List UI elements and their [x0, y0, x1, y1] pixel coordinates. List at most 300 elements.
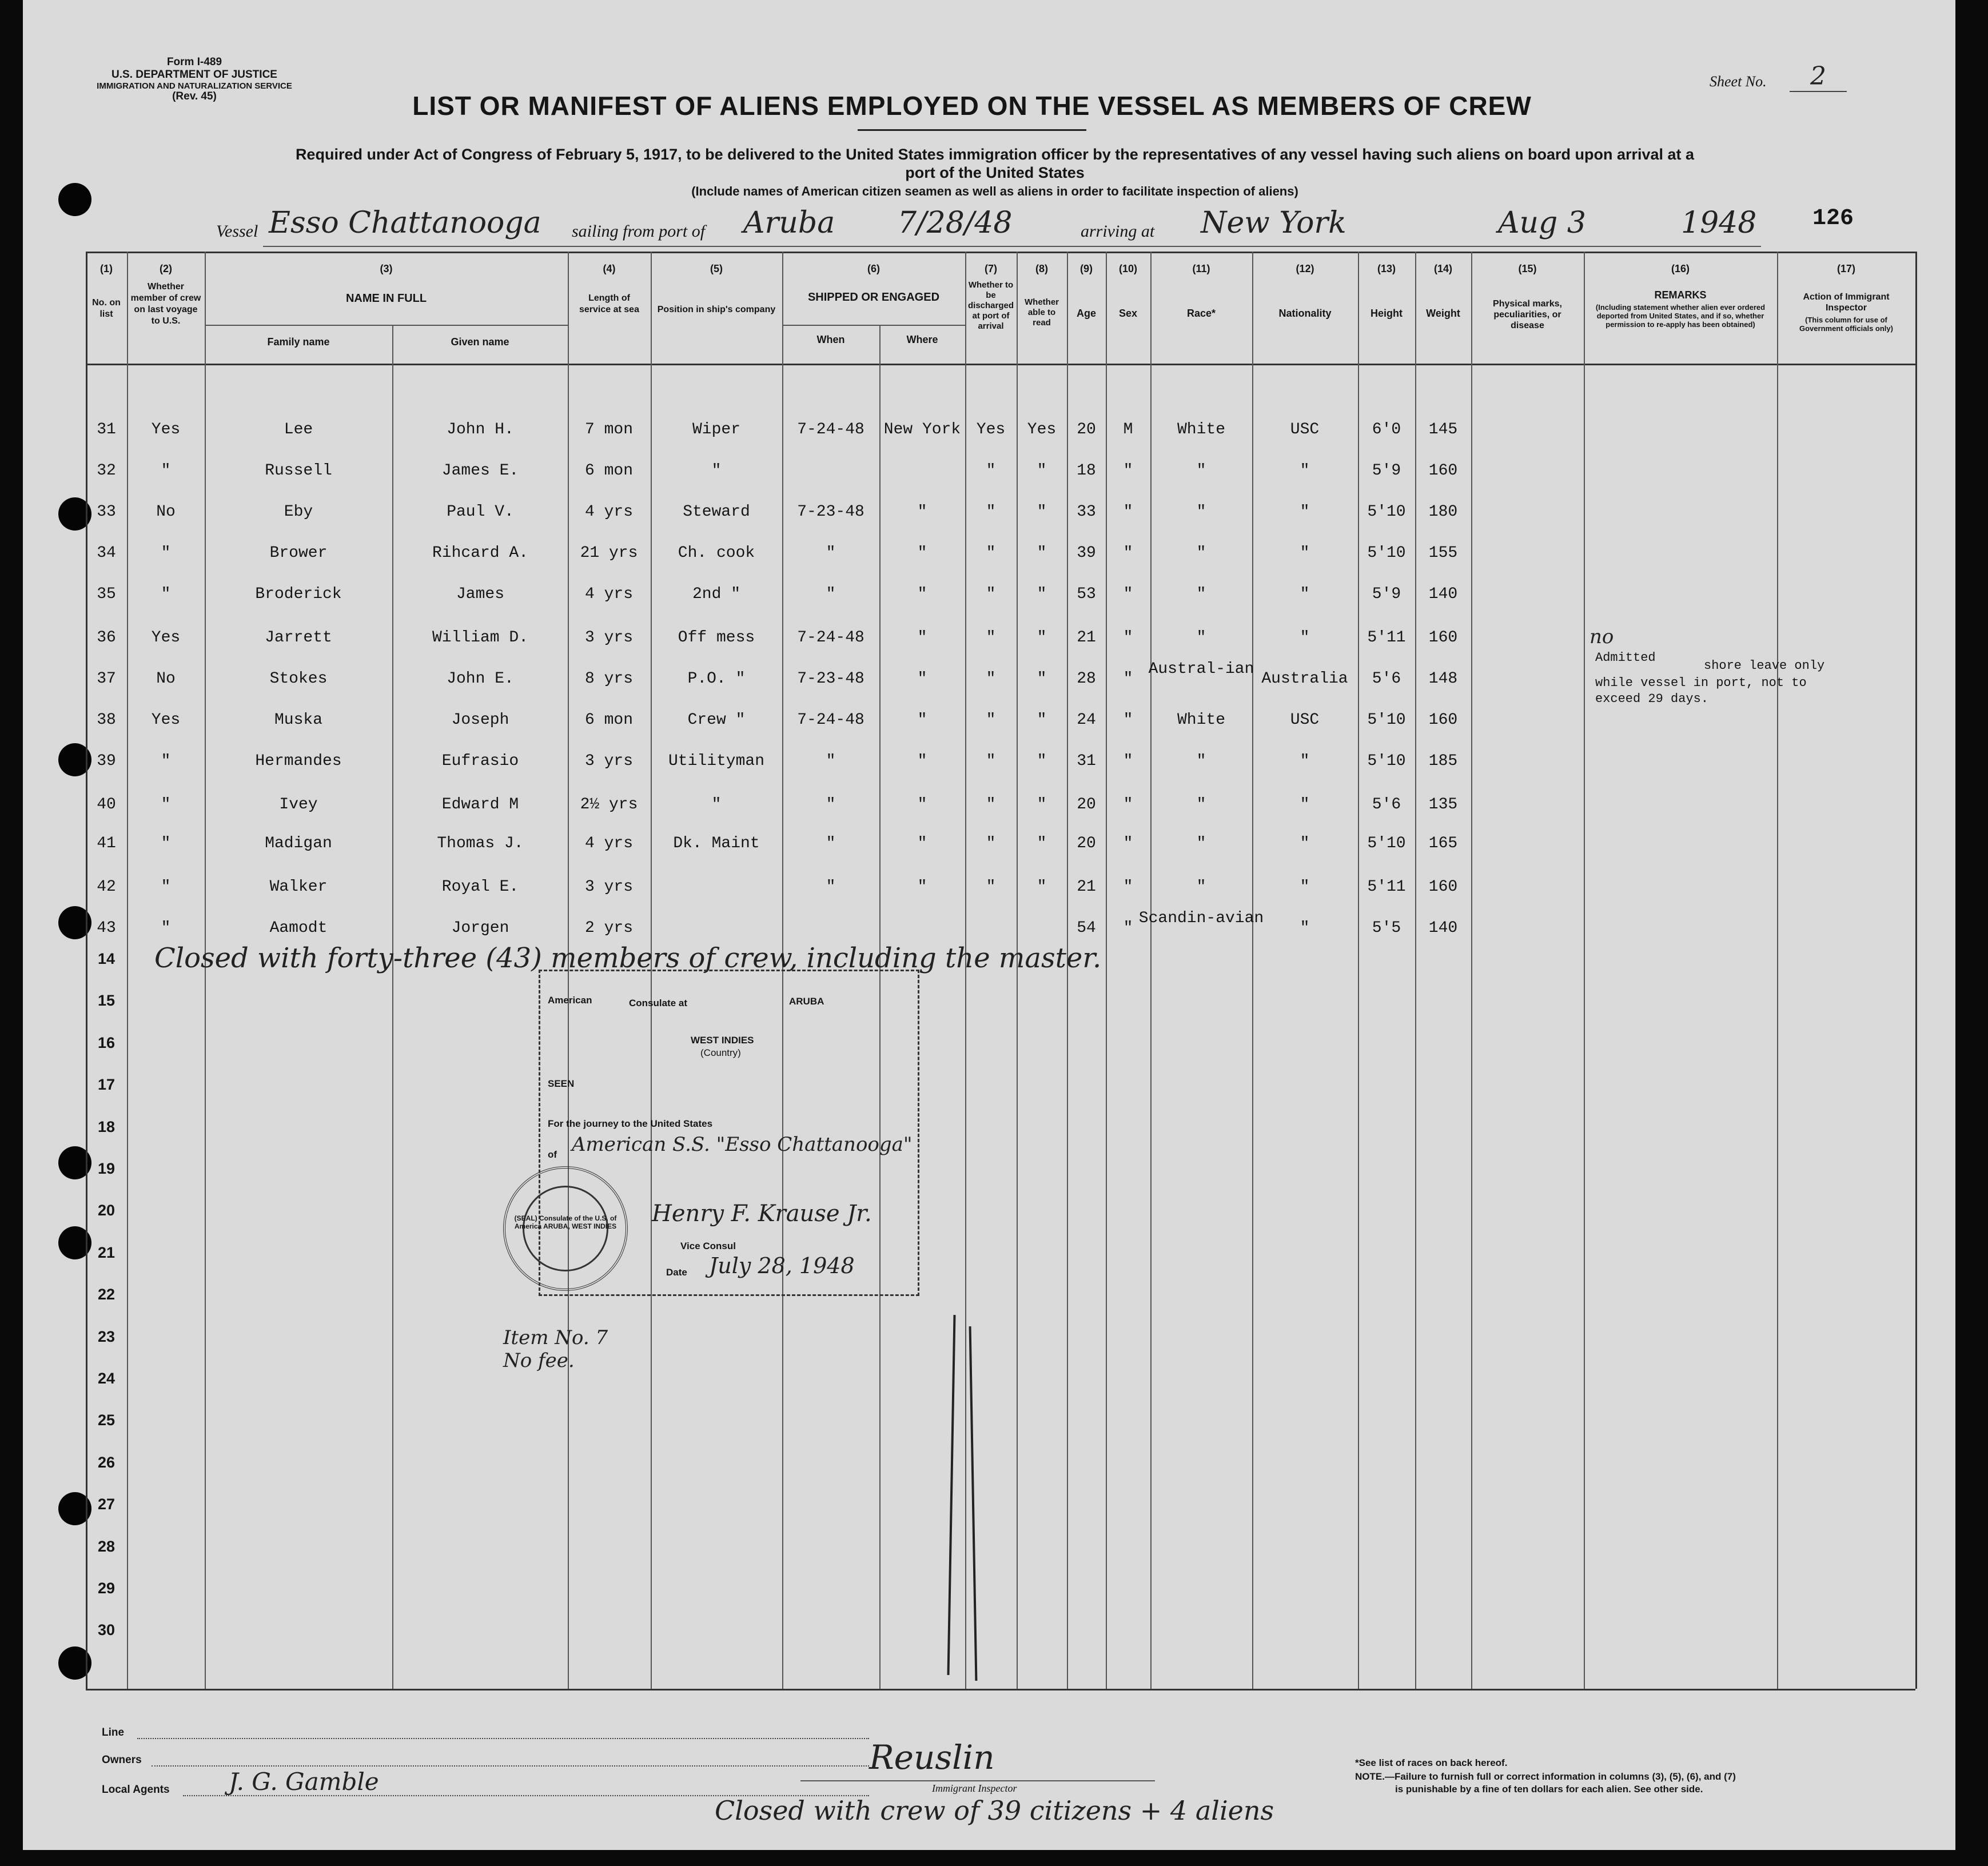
row-number: 35: [97, 585, 116, 603]
cell-when: 7-24-48: [797, 629, 864, 647]
remarks-exceed: exceed 29 days.: [1595, 692, 1709, 706]
line-number: 15: [97, 992, 115, 1010]
cell-position: Off mess: [678, 629, 755, 647]
cell-family: Stokes: [269, 670, 328, 688]
name-subheader-line: [205, 325, 568, 326]
col17-num: (17): [1836, 263, 1855, 274]
closing-note: Closed with forty-three (43) members of crew, including the master.: [154, 942, 1102, 974]
col12-label: Nationality: [1278, 308, 1332, 319]
cell-age: 33: [1077, 503, 1096, 521]
races-note: *See list of races on back hereof.: [1355, 1757, 1508, 1768]
col2-label: Whether member of crew on last voyage to U.S.: [130, 282, 201, 326]
sheet-number: 2: [1790, 62, 1847, 92]
cell-given: William D.: [432, 629, 529, 647]
col6-label: SHIPPED OR ENGAGED: [807, 291, 940, 304]
stamp-city: ARUBA: [789, 996, 824, 1007]
cell-prev: ": [161, 752, 171, 770]
cell-where: ": [917, 752, 927, 770]
cell-where: ": [917, 796, 927, 814]
cell-weight: 160: [1428, 711, 1458, 729]
cell-given: Rihcard A.: [432, 544, 529, 562]
cell-when: ": [826, 835, 836, 852]
stamp-consulate-at: Consulate at: [629, 998, 688, 1008]
cell-where: ": [917, 711, 927, 729]
cell-when: ": [826, 796, 836, 814]
cell-sex: ": [1123, 503, 1133, 521]
cell-position: Utilityman: [668, 752, 765, 770]
cell-family: Aamodt: [269, 919, 328, 937]
stamp-number: 126: [1812, 206, 1854, 232]
form-number: Form I-489: [166, 56, 222, 68]
cell-given: Joseph: [451, 711, 509, 729]
inspector-signature: Reuslin: [869, 1738, 995, 1777]
cell-service: 3 yrs: [584, 878, 633, 896]
cell-race: Austral-ian: [1148, 660, 1254, 678]
cell-read: ": [1037, 503, 1047, 521]
cell-service: 4 yrs: [584, 835, 633, 852]
seal-text: (SEAL) Consulate of the U.S. of America ARUBA, WEST INDIES: [514, 1214, 617, 1230]
cell-race: ": [1196, 585, 1206, 603]
col-line: [392, 325, 393, 1689]
cell-sex: ": [1123, 919, 1133, 937]
cell-prev: ": [161, 796, 171, 814]
cell-weight: 148: [1428, 670, 1458, 688]
stamp-vice-consul: Vice Consul: [680, 1241, 736, 1251]
cell-read: ": [1037, 585, 1047, 603]
cell-weight: 160: [1428, 878, 1458, 896]
cell-service: 6 mon: [584, 462, 633, 480]
vessel-underline: [263, 246, 1761, 247]
cell-when: ": [826, 878, 836, 896]
cell-nationality: Australia: [1261, 670, 1348, 688]
cell-service: 2 yrs: [584, 919, 633, 937]
footer-agents-label: Local Agents: [102, 1784, 170, 1796]
cell-read: ": [1037, 796, 1047, 814]
cell-nationality: USC: [1290, 421, 1320, 438]
cell-prev: Yes: [151, 711, 181, 729]
row-number: 39: [97, 752, 116, 770]
sailing-date: 7/28/48: [898, 206, 1013, 240]
cell-height: 5'10: [1367, 711, 1406, 729]
cell-family: Ivey: [279, 796, 318, 814]
cell-discharge: ": [986, 629, 996, 647]
cell-prev: ": [161, 462, 171, 480]
footer-line-label: Line: [102, 1727, 125, 1739]
cell-position: P.O. ": [687, 670, 746, 688]
cell-height: 5'10: [1367, 752, 1406, 770]
cell-sex: ": [1123, 711, 1133, 729]
cell-weight: 160: [1428, 462, 1458, 480]
cell-age: 54: [1077, 919, 1096, 937]
cell-when: 7-23-48: [797, 503, 864, 521]
cell-family: Lee: [284, 421, 313, 438]
cell-nationality: USC: [1290, 711, 1320, 729]
cell-where: ": [917, 835, 927, 852]
cell-service: 3 yrs: [584, 752, 633, 770]
stamp-signature: Henry F. Krause Jr.: [652, 1201, 872, 1227]
col9-label: Age: [1076, 308, 1096, 319]
line-number: 16: [97, 1034, 115, 1051]
department: U.S. DEPARTMENT OF JUSTICE: [111, 69, 277, 81]
cell-height: 5'9: [1372, 585, 1401, 603]
cell-family: Jarrett: [265, 629, 332, 647]
cell-family: Brower: [269, 544, 328, 562]
cell-sex: ": [1123, 585, 1133, 603]
vessel-label: Vessel: [216, 222, 258, 241]
row-number: 38: [97, 711, 116, 729]
cell-service: 7 mon: [584, 421, 633, 438]
col1-num: (1): [100, 263, 113, 274]
cell-prev: No: [156, 503, 176, 521]
cell-position: ": [711, 796, 722, 814]
cell-when: ": [826, 752, 836, 770]
cell-race: ": [1196, 796, 1206, 814]
cell-position: Wiper: [692, 421, 740, 438]
row-number: 41: [97, 835, 116, 852]
cell-prev: No: [156, 670, 176, 688]
cell-weight: 165: [1428, 835, 1458, 852]
cell-given: Paul V.: [447, 503, 514, 521]
col2-num: (2): [160, 263, 172, 274]
cell-family: Walker: [269, 878, 328, 896]
sailing-port: Aruba: [743, 206, 835, 240]
cell-race: ": [1196, 878, 1206, 896]
col3-label: NAME IN FULL: [345, 292, 427, 305]
cell-prev: ": [161, 585, 171, 603]
stamp-of: of: [548, 1149, 557, 1160]
col14-label: Weight: [1426, 308, 1460, 319]
col6-num: (6): [867, 263, 880, 274]
cell-nationality: ": [1300, 629, 1310, 647]
stamp-seen: SEEN: [548, 1078, 575, 1089]
line-field: [137, 1738, 869, 1739]
footer-owners-label: Owners: [102, 1754, 142, 1766]
cell-family: Russell: [265, 462, 332, 480]
cell-age: 39: [1077, 544, 1096, 562]
line-number: 20: [97, 1202, 115, 1219]
cell-given: Edward M: [441, 796, 519, 814]
service: IMMIGRATION AND NATURALIZATION SERVICE: [97, 81, 292, 91]
cell-sex: ": [1123, 462, 1133, 480]
stamp-ship: American S.S. "Esso Chattanooga": [572, 1133, 913, 1156]
cell-height: 5'6: [1372, 796, 1401, 814]
cell-where: ": [917, 503, 927, 521]
shipped-subheader-line: [782, 325, 965, 326]
col9-num: (9): [1080, 263, 1093, 274]
cell-age: 20: [1077, 835, 1096, 852]
requirement-line1: Required under Act of Congress of February 5, 1917, to be delivered to the United States immigration officer by the representatives of any vessel having such aliens on board upon arrival at a: [295, 146, 1695, 163]
cell-height: 5'10: [1367, 835, 1406, 852]
cell-family: Broderick: [255, 585, 342, 603]
col4-num: (4): [603, 263, 616, 274]
col6-when: When: [816, 334, 845, 345]
cell-when: 7-24-48: [797, 711, 864, 729]
cell-where: ": [917, 670, 927, 688]
cell-read: Yes: [1027, 421, 1057, 438]
col3-given: Given name: [451, 336, 509, 348]
cell-nationality: ": [1300, 503, 1310, 521]
cell-position: 2nd ": [692, 585, 740, 603]
col10-num: (10): [1118, 263, 1137, 274]
cell-discharge: ": [986, 503, 996, 521]
cell-height: 5'10: [1367, 503, 1406, 521]
punch-hole: [58, 183, 91, 216]
cell-read: ": [1037, 711, 1047, 729]
arrival-year: 1948: [1681, 206, 1757, 240]
cell-race: ": [1196, 462, 1206, 480]
cell-prev: Yes: [151, 629, 181, 647]
cell-prev: ": [161, 919, 171, 937]
remarks-mark: no: [1589, 625, 1614, 648]
owners-field: [152, 1765, 869, 1767]
stamp-country: WEST INDIES: [691, 1035, 754, 1046]
stamp-country-label: (Country): [700, 1047, 741, 1058]
row-number: 34: [97, 544, 116, 562]
line-number: 24: [97, 1370, 115, 1387]
cell-read: ": [1037, 878, 1047, 896]
cell-weight: 155: [1428, 544, 1458, 562]
line-number: 29: [97, 1580, 115, 1597]
col3-num: (3): [380, 263, 393, 274]
cell-service: 2½ yrs: [580, 796, 638, 814]
cell-prev: ": [161, 878, 171, 896]
col1-label: No. on list: [92, 298, 121, 319]
sheet-label: Sheet No.: [1710, 73, 1767, 90]
cell-age: 24: [1077, 711, 1096, 729]
col5-label: Position in ship's company: [657, 305, 776, 314]
line-number: 25: [97, 1412, 115, 1429]
cell-age: 20: [1077, 796, 1096, 814]
col-line: [1584, 252, 1585, 1689]
cell-family: Eby: [284, 503, 313, 521]
table-bottom: [86, 1689, 1915, 1690]
col13-num: (13): [1377, 263, 1396, 274]
cell-nationality: ": [1300, 544, 1310, 562]
cell-nationality: ": [1300, 585, 1310, 603]
cell-when: 7-23-48: [797, 670, 864, 688]
cell-race: ": [1196, 503, 1206, 521]
col17-sub: (This column for use of Government officials only): [1799, 316, 1893, 333]
col16-num: (16): [1671, 263, 1690, 274]
col11-label: Race*: [1186, 308, 1216, 319]
cell-race: ": [1196, 544, 1206, 562]
cell-sex: ": [1123, 629, 1133, 647]
cell-nationality: ": [1300, 919, 1310, 937]
col13-label: Height: [1371, 308, 1403, 319]
cell-discharge: Yes: [976, 421, 1006, 438]
col5-num: (5): [710, 263, 723, 274]
cell-read: ": [1037, 544, 1047, 562]
stamp-journey: For the journey to the United States: [548, 1118, 713, 1129]
cell-nationality: ": [1300, 462, 1310, 480]
cell-weight: 135: [1428, 796, 1458, 814]
col16-sub: (Including statement whether alien ever ordered deported from United States, and if so, whether permission to re-apply has been obtained): [1595, 303, 1766, 329]
cell-sex: ": [1123, 796, 1133, 814]
remarks-while-vessel: while vessel in port, not to: [1595, 676, 1807, 690]
cell-prev: ": [161, 835, 171, 852]
cell-race: White: [1177, 421, 1225, 438]
cell-position: Ch. cook: [678, 544, 755, 562]
cell-nationality: ": [1300, 796, 1310, 814]
cell-race: ": [1196, 752, 1206, 770]
col16-label: REMARKS: [1654, 289, 1707, 301]
arrival-date: Aug 3: [1498, 206, 1586, 240]
arriving-label: arriving at: [1081, 222, 1155, 241]
agent-signature: J. G. Gamble: [229, 1768, 379, 1796]
row-number: 42: [97, 878, 116, 896]
inspector-label: Immigrant Inspector: [932, 1783, 1017, 1794]
col14-num: (14): [1433, 263, 1452, 274]
line-number: 19: [97, 1160, 115, 1177]
col12-num: (12): [1296, 263, 1314, 274]
col8-num: (8): [1035, 263, 1048, 274]
row-number: 33: [97, 503, 116, 521]
cell-given: Thomas J.: [437, 835, 524, 852]
cell-prev: Yes: [151, 421, 181, 438]
cell-height: 5'11: [1367, 629, 1406, 647]
cell-age: 21: [1077, 878, 1096, 896]
requirement-line2: port of the United States: [905, 164, 1085, 181]
cell-given: John E.: [447, 670, 514, 688]
col7-num: (7): [985, 263, 997, 274]
cell-race: White: [1177, 711, 1225, 729]
cell-position: Steward: [683, 503, 750, 521]
cell-weight: 145: [1428, 421, 1458, 438]
cell-when: ": [826, 585, 836, 603]
table-top: [86, 252, 1915, 253]
line-number: 27: [97, 1496, 115, 1513]
cell-read: ": [1037, 462, 1047, 480]
cell-read: ": [1037, 670, 1047, 688]
cell-weight: 160: [1428, 629, 1458, 647]
revision: (Rev. 45): [172, 90, 217, 102]
cell-race: ": [1196, 629, 1206, 647]
arrival-port: New York: [1201, 206, 1346, 240]
line-number: 14: [97, 950, 115, 967]
cell-service: 4 yrs: [584, 503, 633, 521]
cell-where: ": [917, 585, 927, 603]
cell-position: Crew ": [687, 711, 746, 729]
line-number: 26: [97, 1453, 115, 1471]
cell-sex: ": [1123, 670, 1133, 688]
cell-discharge: ": [986, 796, 996, 814]
cell-nationality: ": [1300, 835, 1310, 852]
row-number: 40: [97, 796, 116, 814]
line-number: 28: [97, 1537, 115, 1555]
cell-when: 7-24-48: [797, 421, 864, 438]
inspector-line: [800, 1780, 1155, 1781]
line-number: 22: [97, 1286, 115, 1303]
cell-sex: ": [1123, 878, 1133, 896]
page-title: LIST OR MANIFEST OF ALIENS EMPLOYED ON THE VESSEL AS MEMBERS OF CREW: [412, 91, 1532, 121]
stamp-date-label: Date: [666, 1267, 687, 1278]
cell-height: 5'9: [1372, 462, 1401, 480]
consulate-seal: [503, 1166, 628, 1291]
cell-given: Royal E.: [441, 878, 519, 896]
cell-discharge: ": [986, 878, 996, 896]
row-number: 43: [97, 919, 116, 937]
cell-given: James E.: [441, 462, 519, 480]
row-number: 32: [97, 462, 116, 480]
cell-height: 5'11: [1367, 878, 1406, 896]
cell-where: New York: [883, 421, 961, 438]
cell-age: 31: [1077, 752, 1096, 770]
cell-height: 5'5: [1372, 919, 1401, 937]
col15-label: Physical marks, peculiarities, or disease: [1493, 299, 1562, 330]
margin-note: Item No. 7 No fee.: [503, 1326, 608, 1372]
col-line: [1777, 252, 1778, 1689]
cell-discharge: ": [986, 670, 996, 688]
closing-crew-note: Closed with crew of 39 citizens + 4 aliens: [715, 1795, 1274, 1826]
cell-weight: 180: [1428, 503, 1458, 521]
cell-given: Jorgen: [451, 919, 509, 937]
cell-service: 3 yrs: [584, 629, 633, 647]
sailing-label: sailing from port of: [572, 222, 706, 241]
cell-height: 6'0: [1372, 421, 1401, 438]
col10-label: Sex: [1118, 308, 1138, 319]
cell-service: 21 yrs: [580, 544, 638, 562]
cell-race: Scandin-avian: [1138, 910, 1264, 927]
cell-age: 53: [1077, 585, 1096, 603]
cell-family: Hermandes: [255, 752, 342, 770]
cell-position: ": [711, 462, 722, 480]
cell-given: John H.: [447, 421, 514, 438]
cell-service: 6 mon: [584, 711, 633, 729]
cell-read: ": [1037, 835, 1047, 852]
col3-family: Family name: [267, 336, 330, 348]
title-underline: [858, 129, 1086, 131]
line-number: 18: [97, 1118, 115, 1135]
cell-where: ": [917, 629, 927, 647]
row-number: 36: [97, 629, 116, 647]
vessel-name: Esso Chattanooga: [269, 206, 541, 240]
cell-height: 5'10: [1367, 544, 1406, 562]
stamp-date: July 28, 1948: [709, 1253, 855, 1278]
line-number: 17: [97, 1076, 115, 1094]
cell-family: Madigan: [265, 835, 332, 852]
cell-race: ": [1196, 835, 1206, 852]
fine-note-2: is punishable by a fine of ten dollars for each alien. See other side.: [1395, 1784, 1703, 1795]
cell-sex: ": [1123, 752, 1133, 770]
col7-label: Whether to be discharged at port of arrival: [967, 280, 1014, 331]
line-number: 30: [97, 1621, 115, 1639]
cell-when: ": [826, 544, 836, 562]
cell-discharge: ": [986, 835, 996, 852]
cell-discharge: ": [986, 585, 996, 603]
row-number: 31: [97, 421, 116, 438]
col17-label: Action of Immigrant Inspector: [1803, 292, 1890, 313]
cell-age: 18: [1077, 462, 1096, 480]
row-number: 37: [97, 670, 116, 688]
cell-age: 20: [1077, 421, 1096, 438]
cell-nationality: ": [1300, 878, 1310, 896]
fine-note: NOTE.—Failure to furnish full or correct information in columns (3), (5), (6), and (7): [1355, 1771, 1736, 1782]
cell-service: 8 yrs: [584, 670, 633, 688]
cell-service: 4 yrs: [584, 585, 633, 603]
cell-where: ": [917, 878, 927, 896]
remarks-admitted: Admitted: [1595, 651, 1656, 665]
cell-discharge: ": [986, 752, 996, 770]
cell-age: 21: [1077, 629, 1096, 647]
col-line: [1915, 252, 1917, 1689]
cell-given: Eufrasio: [441, 752, 519, 770]
cell-age: 28: [1077, 670, 1096, 688]
col4-label: Length of service at sea: [579, 293, 639, 314]
cell-discharge: ": [986, 462, 996, 480]
cell-position: Dk. Maint: [673, 835, 760, 852]
col15-num: (15): [1518, 263, 1537, 274]
cell-given: James: [456, 585, 504, 603]
